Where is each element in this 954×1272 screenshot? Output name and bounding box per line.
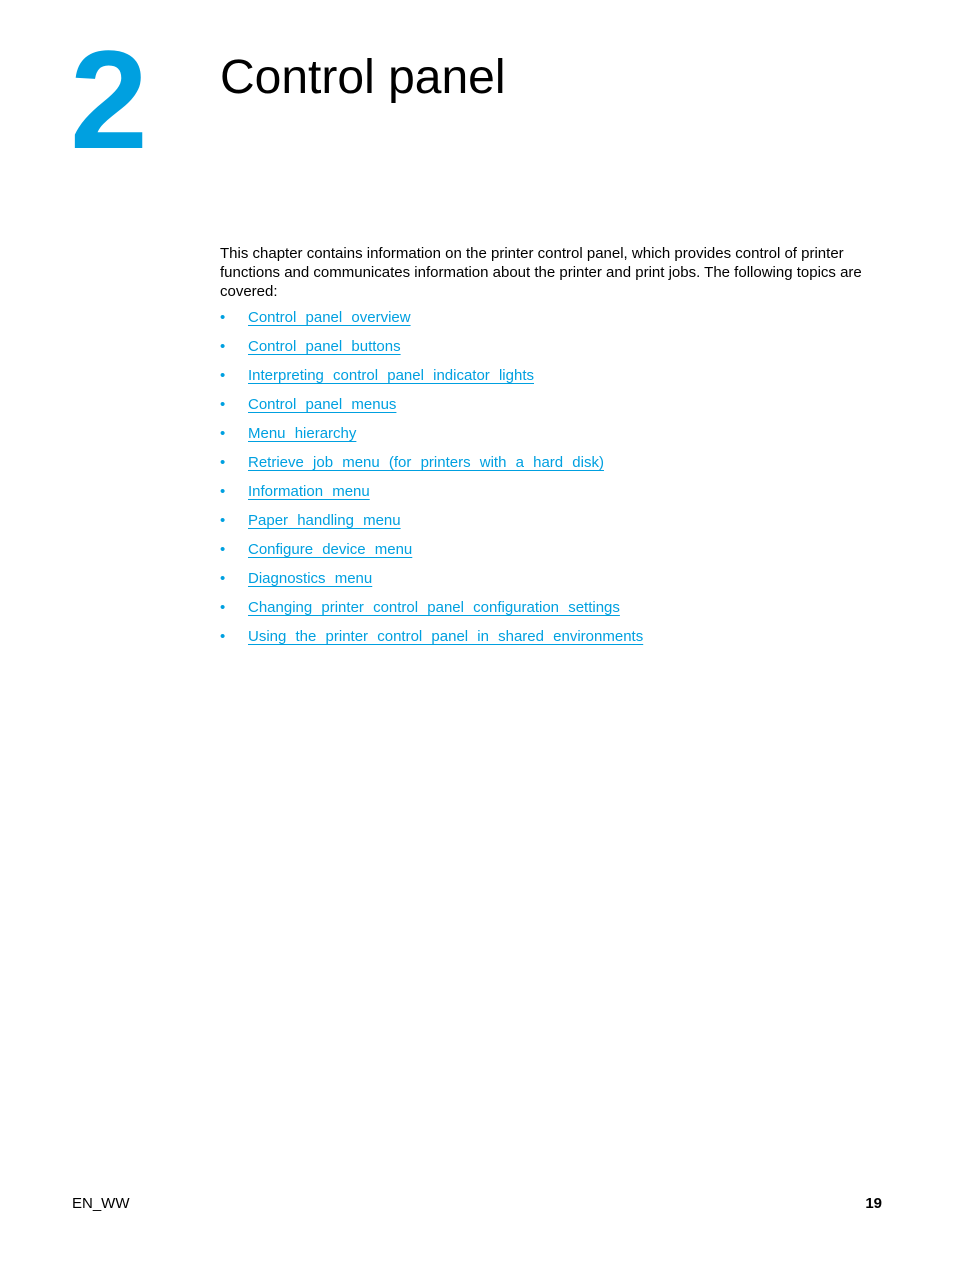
intro-paragraph: This chapter contains information on the printer control panel, which provides control of printer functions and communicates information about the printer and print jobs. The following topics are covered:: [220, 245, 862, 300]
topic-link-indicator-lights[interactable]: Interpreting control panel indicator lights: [248, 367, 534, 384]
list-item: [220, 452, 643, 481]
topic-link-menu-hierarchy[interactable]: Menu hierarchy: [248, 425, 357, 442]
topic-list: [220, 307, 643, 655]
list-item: [220, 539, 643, 568]
bullet-icon: •: [220, 541, 226, 558]
list-item: [220, 597, 643, 626]
list-item: [220, 510, 643, 539]
footer-locale: EN_WW: [72, 1195, 130, 1212]
list-item: [220, 626, 643, 655]
topic-link-control-panel-overview[interactable]: Control panel overview: [248, 309, 411, 326]
chapter-number: 2: [70, 21, 144, 178]
topic-link-shared-environments[interactable]: Using the printer control panel in shared environments: [248, 628, 644, 645]
bullet-icon: •: [220, 628, 226, 645]
list-item: [220, 568, 643, 597]
topic-link-control-panel-buttons[interactable]: Control panel buttons: [248, 338, 401, 355]
topic-link-control-panel-menus[interactable]: Control panel menus: [248, 396, 397, 413]
bullet-icon: •: [220, 367, 226, 384]
bullet-icon: •: [220, 570, 226, 587]
bullet-icon: •: [220, 512, 226, 529]
list-item: [220, 423, 643, 452]
bullet-icon: •: [220, 396, 226, 413]
list-item: [220, 365, 643, 394]
bullet-icon: •: [220, 338, 226, 355]
page-number: 19: [865, 1195, 882, 1212]
bullet-icon: •: [220, 425, 226, 442]
list-item: [220, 336, 643, 365]
list-item: [220, 481, 643, 510]
chapter-title: Control panel: [220, 51, 506, 104]
topic-link-information-menu[interactable]: Information menu: [248, 483, 370, 500]
topic-link-retrieve-job-menu[interactable]: Retrieve job menu (for printers with a hard disk): [248, 454, 604, 471]
bullet-icon: •: [220, 454, 226, 471]
topic-link-diagnostics-menu[interactable]: Diagnostics menu: [248, 570, 373, 587]
list-item: [220, 307, 643, 336]
bullet-icon: •: [220, 483, 226, 500]
topic-link-paper-handling-menu[interactable]: Paper handling menu: [248, 512, 401, 529]
bullet-icon: •: [220, 309, 226, 326]
bullet-icon: •: [220, 599, 226, 616]
topic-link-changing-configuration-settings[interactable]: Changing printer control panel configuration settings: [248, 599, 620, 616]
list-item: [220, 394, 643, 423]
topic-link-configure-device-menu[interactable]: Configure device menu: [248, 541, 413, 558]
